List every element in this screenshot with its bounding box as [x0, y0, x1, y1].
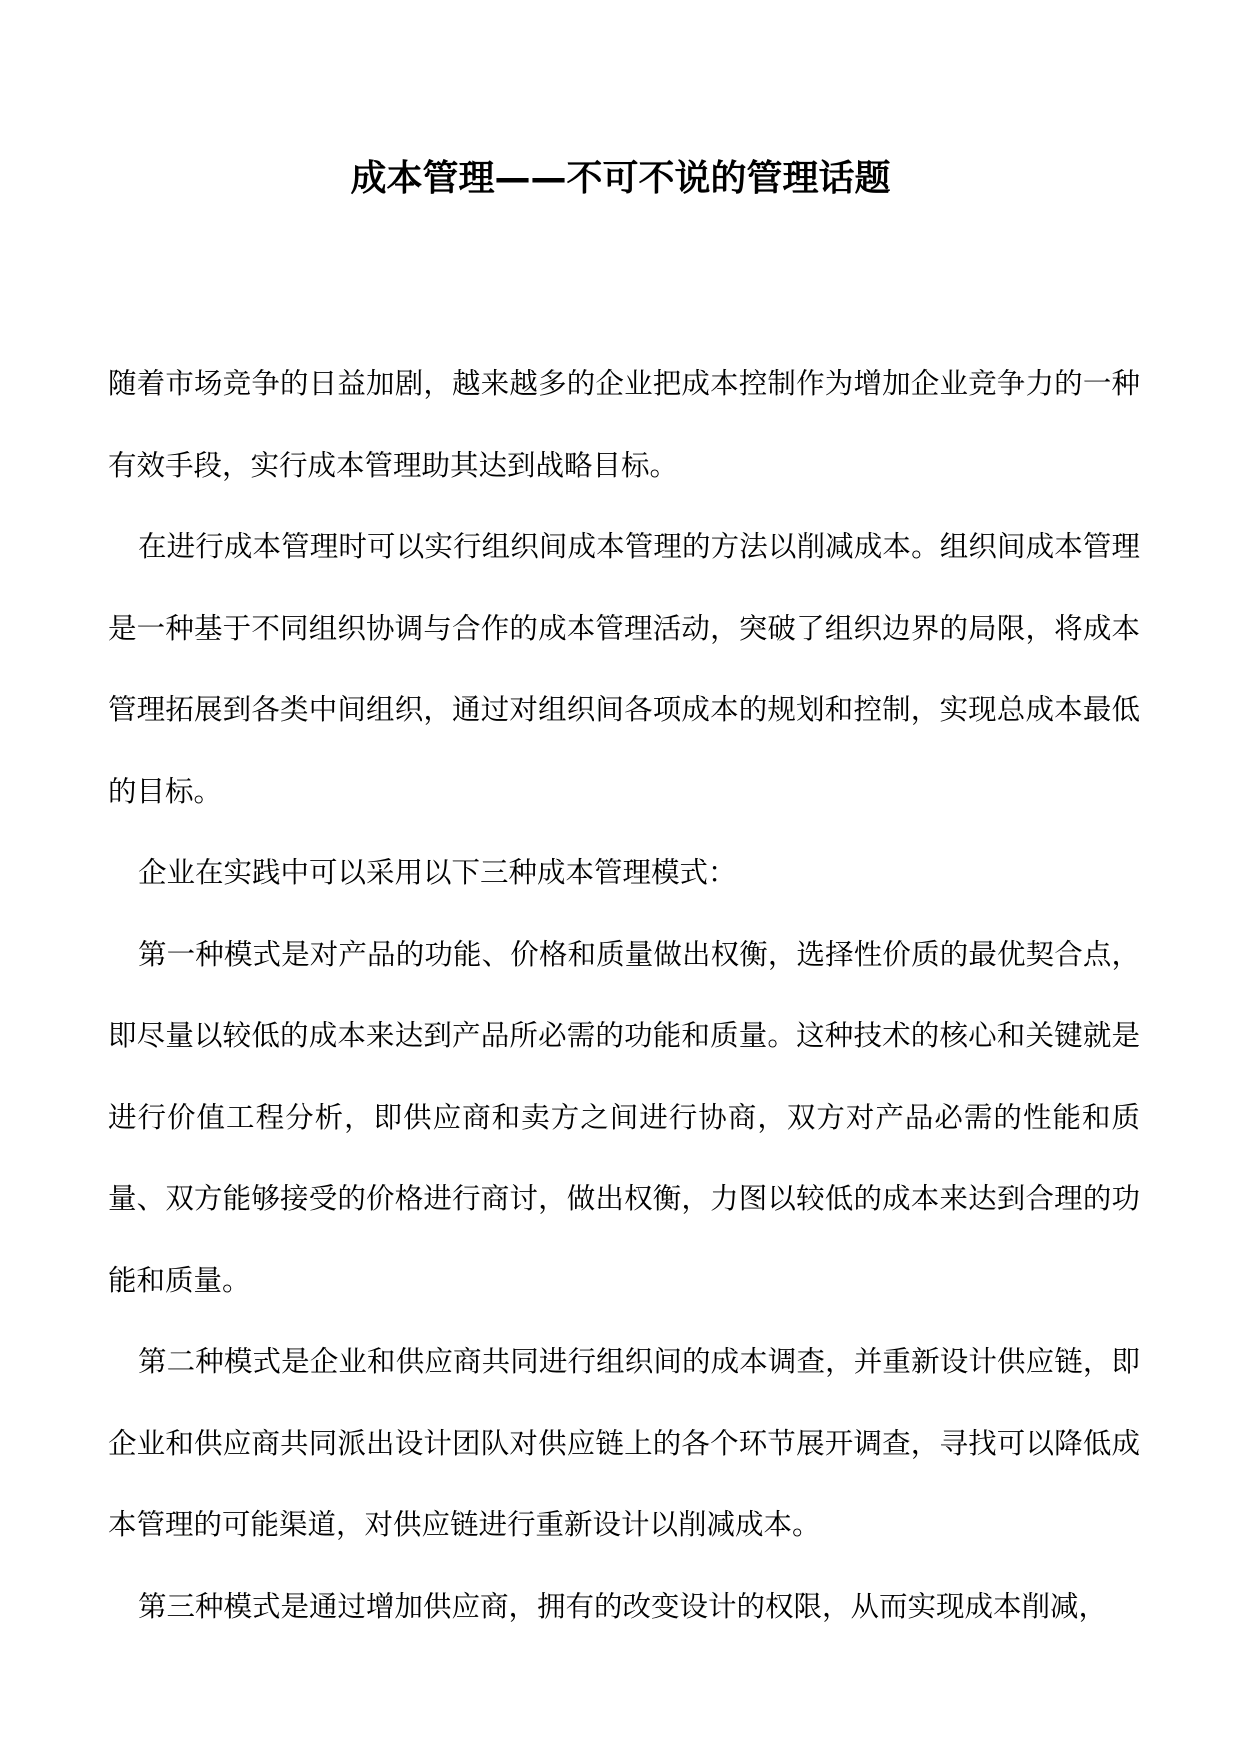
document-body — [108, 343, 1140, 1647]
document-title: 成本管理——不可不说的管理话题 — [350, 158, 891, 199]
paragraph-intro: 随着市场竞争的日益加剧，越来越多的企业把成本控制作为增加企业竞争力的一种有效手段，实行成本管理助其达到战略目标。 — [108, 367, 1140, 482]
paragraph-mode-one: 第一种模式是对产品的功能、价格和质量做出权衡，选择性价质的最优契合点，即尽量以较低的成本来达到产品所必需的功能和质量。这种技术的核心和关键就是进行价值工程分析，即供应商和卖方之间进行协商，双方对产品必需的性能和质量、双方能够接受的价格进行商讨，做出权衡，力图以较低的成本来达到合理的功能和质量。 — [108, 937, 1140, 1297]
paragraph-mode-three: 第三种模式是通过增加供应商，拥有的改变设计的权限，从而实现成本削减， — [138, 1589, 1108, 1623]
paragraph-mode-two: 第二种模式是企业和供应商共同进行组织间的成本调查，并重新设计供应链，即企业和供应商共同派出设计团队对供应链上的各个环节展开调查，寻找可以降低成本管理的可能渠道，对供应链进行重新设计以削减成本。 — [108, 1345, 1140, 1541]
paragraph-three-modes: 企业在实践中可以采用以下三种成本管理模式： — [138, 856, 737, 889]
paragraph-inter-org-cost: 在进行成本管理时可以实行组织间成本管理的方法以削减成本。组织间成本管理是一种基于不同组织协调与合作的成本管理活动，突破了组织边界的局限，将成本管理拓展到各类中间组织，通过对组织间各项成本的规划和控制，实现总成本最低的目标。 — [108, 530, 1140, 808]
